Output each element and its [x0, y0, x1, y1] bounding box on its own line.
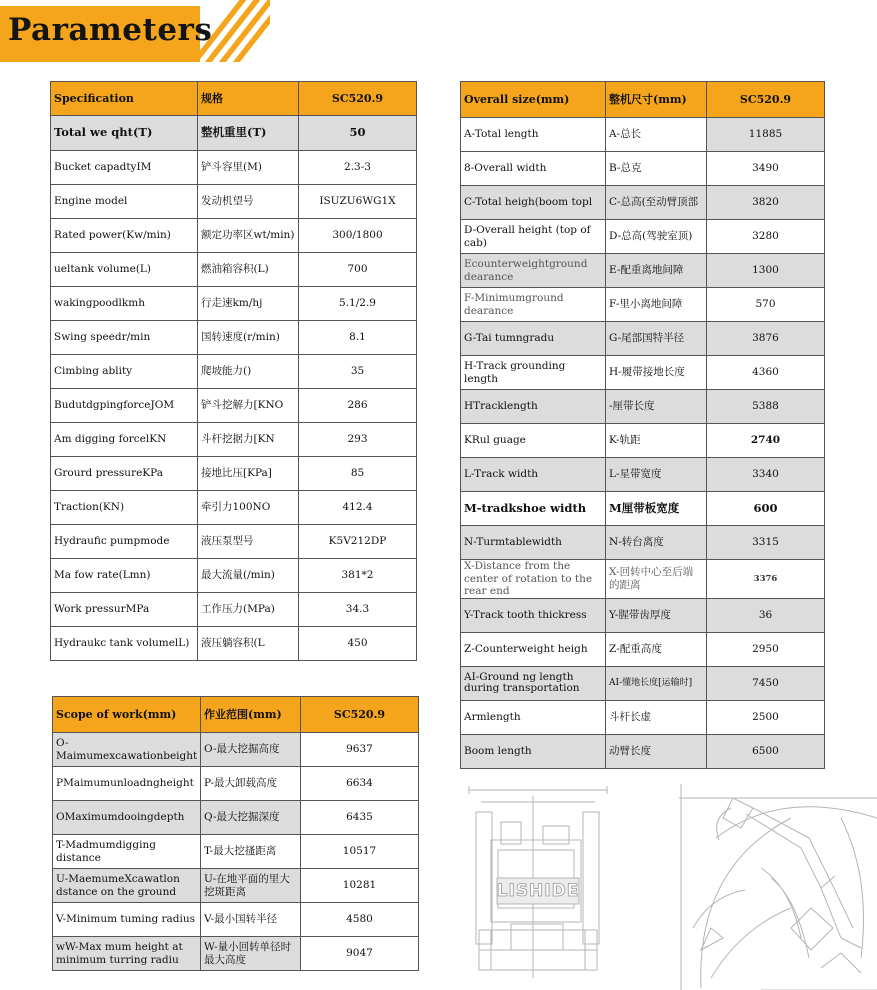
spec-name-cn-cell: 工作压力(MPa) — [198, 593, 299, 627]
work-name-cell: T-Madmumdigging distance — [53, 835, 201, 869]
size-name-cn-cell: N-转台离度 — [606, 526, 707, 560]
size-value-cell: 5388 — [707, 390, 825, 424]
table-row — [461, 424, 825, 458]
spec-value-cell: K5V212DP — [299, 525, 417, 559]
size-name-cn-cell: A-总长 — [606, 118, 707, 152]
spec-value-cell: 34.3 — [299, 593, 417, 627]
size-name-cell: M-tradkshoe width — [461, 492, 606, 526]
spec-name-cell: Cimbing ablity — [51, 355, 198, 389]
table-row — [53, 835, 419, 869]
table-row — [51, 219, 417, 253]
header-cell: SC520.9 — [301, 697, 419, 733]
size-name-cell: Ecounterweightground dearance — [461, 254, 606, 288]
size-name-cell: A-Total length — [461, 118, 606, 152]
size-name-cell: D-Overall height (top of cab) — [461, 220, 606, 254]
size-name-cn-cell: B-总克 — [606, 152, 707, 186]
table-row — [51, 287, 417, 321]
spec-value-cell: 412.4 — [299, 491, 417, 525]
size-name-cn-cell: K-轨距 — [606, 424, 707, 458]
spec-name-cn-cell: 铲斗挖解力[KNO — [198, 389, 299, 423]
spec-name-cn-cell: 行走速km/hj — [198, 287, 299, 321]
spec-value-cell: 381*2 — [299, 559, 417, 593]
header-cell: Specification — [51, 82, 198, 116]
size-name-cell: Z-Counterweight heigh — [461, 632, 606, 666]
spec-name-cn-cell: 铲斗容里(M) — [198, 151, 299, 185]
spec-value-cell: 286 — [299, 389, 417, 423]
work-value-cell: 6435 — [301, 801, 419, 835]
parameters-banner — [0, 0, 270, 62]
size-name-cn-cell: 动臂长度 — [606, 734, 707, 768]
size-name-cn-cell: G-尾部国特半径 — [606, 322, 707, 356]
work-value-cell: 9637 — [301, 733, 419, 767]
spec-name-cn-cell: 牵引力100NO — [198, 491, 299, 525]
spec-name-cell: Hydraufic pumpmode — [51, 525, 198, 559]
table-row — [53, 733, 419, 767]
spec-name-cell: Traction(KN) — [51, 491, 198, 525]
specification-table — [50, 81, 417, 661]
table-row — [51, 321, 417, 355]
size-value-cell: 3490 — [707, 152, 825, 186]
work-name-cell: PMaimumunloadngheight — [53, 767, 201, 801]
brand-logo: LISHIDE — [496, 881, 580, 901]
table-row — [51, 559, 417, 593]
spec-name-cell: Hydraukc tank volumelL) — [51, 627, 198, 661]
spec-value-cell: 35 — [299, 355, 417, 389]
table-row — [51, 185, 417, 219]
work-name-cell: V-Minimum tuming radius — [53, 903, 201, 937]
work-name-cell: O-Maimumexcawationbeight — [53, 733, 201, 767]
table-row — [461, 220, 825, 254]
spec-name-cell: Work pressurMPa — [51, 593, 198, 627]
table-row — [461, 700, 825, 734]
table-row — [461, 632, 825, 666]
header-cell: SC520.9 — [299, 82, 417, 116]
table-row — [461, 666, 825, 700]
header-cell: 整机尺寸(mm) — [606, 82, 707, 118]
table-row — [51, 627, 417, 661]
table-header-row — [53, 697, 419, 733]
table-row — [51, 525, 417, 559]
table-row — [461, 186, 825, 220]
spec-name-cell: Bucket capadtyIM — [51, 151, 198, 185]
table-row — [461, 458, 825, 492]
work-name-cn-cell: T-最大挖搔距离 — [201, 835, 301, 869]
table-row — [51, 457, 417, 491]
spec-name-cell: Ma fow rate(Lmn) — [51, 559, 198, 593]
header-cell: 作业范围(mm) — [201, 697, 301, 733]
size-name-cn-cell: X-回转中心至后端的距离 — [606, 560, 707, 599]
table-header-row — [461, 82, 825, 118]
size-value-cell: 11885 — [707, 118, 825, 152]
overall-size-table — [460, 81, 825, 769]
size-name-cn-cell: AI-懂地长度[运输时] — [606, 666, 707, 700]
size-name-cell: Y-Track tooth thickress — [461, 598, 606, 632]
size-name-cn-cell: 斗杆长虚 — [606, 700, 707, 734]
size-name-cell: AI-Ground ng length during transportation — [461, 666, 606, 700]
work-value-cell: 10281 — [301, 869, 419, 903]
spec-name-cell: Am digging forcelKN — [51, 423, 198, 457]
work-name-cn-cell: P-最大卸载高度 — [201, 767, 301, 801]
size-name-cn-cell: L-星带宽度 — [606, 458, 707, 492]
size-name-cn-cell: -厘带长度 — [606, 390, 707, 424]
banner-title: Parameters — [8, 12, 213, 48]
header-cell: Overall size(mm) — [461, 82, 606, 118]
table-row — [51, 355, 417, 389]
size-value-cell: 2500 — [707, 700, 825, 734]
spec-value-cell: 700 — [299, 253, 417, 287]
size-value-cell: 36 — [707, 598, 825, 632]
spec-name-cell: wakingpoodlkmh — [51, 287, 198, 321]
header-cell: Scope of work(mm) — [53, 697, 201, 733]
table-row — [461, 492, 825, 526]
work-name-cn-cell: U-在地平面的里大挖斑距离 — [201, 869, 301, 903]
size-name-cell: X-Distance from the center of rotation to the rear end — [461, 560, 606, 599]
size-name-cn-cell: C-总高(至动臂顶部 — [606, 186, 707, 220]
work-value-cell: 4580 — [301, 903, 419, 937]
spec-value-cell: 300/1800 — [299, 219, 417, 253]
table-row — [461, 390, 825, 424]
table-row — [461, 598, 825, 632]
spec-name-cn-cell: 斗杆挖据力[KN — [198, 423, 299, 457]
spec-name-cell: ueltank volume(L) — [51, 253, 198, 287]
spec-name-cn-cell: 液压躺容积(L — [198, 627, 299, 661]
table-row — [461, 152, 825, 186]
spec-name-cn-cell: 液压泵型号 — [198, 525, 299, 559]
spec-value-cell: 85 — [299, 457, 417, 491]
size-value-cell: 3315 — [707, 526, 825, 560]
work-name-cell: wW-Max mum height at minimum turring radiu — [53, 937, 201, 971]
table-row — [51, 389, 417, 423]
size-name-cn-cell: F-里小离地间障 — [606, 288, 707, 322]
work-name-cn-cell: O-最大挖掘高度 — [201, 733, 301, 767]
size-name-cn-cell: M厘带板宽度 — [606, 492, 707, 526]
work-name-cn-cell: Q-最大挖掘深度 — [201, 801, 301, 835]
size-name-cell: H-Track grounding length — [461, 356, 606, 390]
size-name-cell: KRul guage — [461, 424, 606, 458]
table-row — [51, 423, 417, 457]
spec-value-cell: 8.1 — [299, 321, 417, 355]
size-name-cell: HTracklength — [461, 390, 606, 424]
size-name-cell: Boom length — [461, 734, 606, 768]
size-value-cell: 3280 — [707, 220, 825, 254]
size-value-cell: 3876 — [707, 322, 825, 356]
work-name-cn-cell: V-最小国转半径 — [201, 903, 301, 937]
spec-name-cn-cell: 爬坡能力() — [198, 355, 299, 389]
size-name-cell: L-Track width — [461, 458, 606, 492]
size-name-cn-cell: H-履带接地长度 — [606, 356, 707, 390]
table-row — [53, 801, 419, 835]
table-row — [461, 734, 825, 768]
spec-name-cn-cell: 整机重里(T) — [198, 116, 299, 151]
work-value-cell: 9047 — [301, 937, 419, 971]
spec-name-cell: Engine model — [51, 185, 198, 219]
spec-name-cell: Total we qht(T) — [51, 116, 198, 151]
table-row — [461, 356, 825, 390]
size-value-cell: 2740 — [707, 424, 825, 458]
side-view-drawing — [679, 784, 877, 990]
spec-value-cell: 50 — [299, 116, 417, 151]
size-name-cell: G-Tai tumngradu — [461, 322, 606, 356]
spec-name-cell: BudutdgpingforceJOM — [51, 389, 198, 423]
header-cell: 规格 — [198, 82, 299, 116]
table-row — [53, 903, 419, 937]
table-row — [461, 254, 825, 288]
spec-name-cn-cell: 国转速度(r/min) — [198, 321, 299, 355]
spec-name-cn-cell: 额定功率区wt/min) — [198, 219, 299, 253]
size-value-cell: 570 — [707, 288, 825, 322]
table-row — [53, 869, 419, 903]
work-name-cell: U-MaemumeXcawatlon dstance on the ground — [53, 869, 201, 903]
size-value-cell: 600 — [707, 492, 825, 526]
size-name-cell: N-Turmtablewidth — [461, 526, 606, 560]
size-value-cell: 6500 — [707, 734, 825, 768]
spec-name-cell: Rated power(Kw/min) — [51, 219, 198, 253]
table-row — [51, 253, 417, 287]
excavator-dimension-drawings — [461, 778, 877, 990]
spec-name-cell: Swing speedr/min — [51, 321, 198, 355]
size-name-cn-cell: D-总高(驾驶室顶) — [606, 220, 707, 254]
size-name-cn-cell: E-配重离地间障 — [606, 254, 707, 288]
spec-name-cn-cell: 发动机望号 — [198, 185, 299, 219]
spec-value-cell: 5.1/2.9 — [299, 287, 417, 321]
spec-value-cell: 450 — [299, 627, 417, 661]
work-value-cell: 10517 — [301, 835, 419, 869]
table-row — [51, 116, 417, 151]
size-value-cell: 3820 — [707, 186, 825, 220]
scope-of-work-table — [52, 696, 419, 971]
table-row — [51, 151, 417, 185]
size-name-cell: F-Minimumground dearance — [461, 288, 606, 322]
size-name-cell: C-Total heigh(boom topl — [461, 186, 606, 220]
size-value-cell: 3340 — [707, 458, 825, 492]
table-row — [51, 491, 417, 525]
work-name-cn-cell: W-量小回转单径时最大高度 — [201, 937, 301, 971]
spec-value-cell: 2.3-3 — [299, 151, 417, 185]
table-row — [461, 288, 825, 322]
table-row — [461, 118, 825, 152]
spec-name-cn-cell: 燃油箱容积(L) — [198, 253, 299, 287]
spec-name-cn-cell: 接地比压[KPa] — [198, 457, 299, 491]
header-cell: SC520.9 — [707, 82, 825, 118]
size-name-cell: Armlength — [461, 700, 606, 734]
spec-value-cell: ISUZU6WG1X — [299, 185, 417, 219]
size-name-cn-cell: Z-配重高度 — [606, 632, 707, 666]
table-header-row — [51, 82, 417, 116]
table-row — [461, 322, 825, 356]
work-name-cell: OMaximumdooingdepth — [53, 801, 201, 835]
size-name-cn-cell: Y-腥带齿厚度 — [606, 598, 707, 632]
table-row — [53, 767, 419, 801]
table-row — [51, 593, 417, 627]
size-value-cell: 1300 — [707, 254, 825, 288]
size-value-cell: 2950 — [707, 632, 825, 666]
table-row — [461, 526, 825, 560]
work-value-cell: 6634 — [301, 767, 419, 801]
size-name-cell: 8-Overall width — [461, 152, 606, 186]
table-row — [461, 560, 825, 599]
spec-name-cn-cell: 最大流量(/min) — [198, 559, 299, 593]
spec-name-cell: Grourd pressureKPa — [51, 457, 198, 491]
size-value-cell: 3376 — [707, 560, 825, 599]
spec-value-cell: 293 — [299, 423, 417, 457]
table-row — [53, 937, 419, 971]
size-value-cell: 4360 — [707, 356, 825, 390]
size-value-cell: 7450 — [707, 666, 825, 700]
